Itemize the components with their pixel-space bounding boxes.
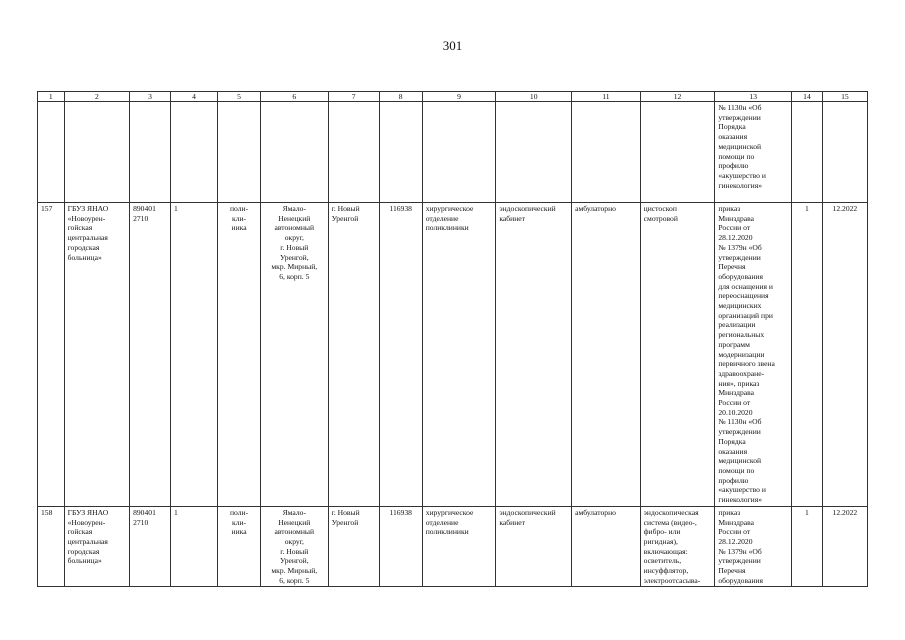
column-header: 15 [822, 92, 867, 102]
header-row [38, 92, 868, 102]
index-cell: 116938 [379, 506, 422, 587]
quantity-cell: 1 [792, 203, 823, 507]
facility-type-cell: поли- кли- ника [218, 203, 261, 507]
column-header: 7 [328, 92, 379, 102]
address-cell: Ямало- Ненецкий автономный округ, г. Новый Уренгой, мкр. Мирный, 6, корп. 5 [261, 203, 329, 507]
code-cell: 890401 2710 [130, 203, 171, 507]
column-header: 6 [261, 92, 329, 102]
row-number-cell: 157 [38, 203, 65, 507]
basis-cell: приказ Минздрава России от 28.12.2020 № 1379н «Об утверждении Перечня оборудования для оснащения и переоснащения медицинских организаций при реализации региональных программ модернизации первичного звена здравоохране- ния», приказ Минздрава России от 20.10.2020 № 1130н «Об утверждении Порядка оказания медицинской помощи по профилю «акушерство и гинекология» [715, 203, 792, 507]
table-row [38, 203, 868, 507]
column4-cell: 1 [171, 203, 218, 507]
department-cell: хирургическое отделение поликлиники [422, 506, 496, 587]
column4-cell: 1 [171, 506, 218, 587]
code-cell: 890401 2710 [130, 506, 171, 587]
basis-cell: № 1130н «Об утверждении Порядка оказания медицинской помощи по профилю «акушерство и гинекология» [715, 102, 792, 203]
column-header: 4 [171, 92, 218, 102]
city-cell: г. Новый Уренгой [328, 506, 379, 587]
table-row [38, 506, 868, 587]
column-header: 2 [64, 92, 129, 102]
basis-cell: приказ Минздрава России от 28.12.2020 № 1379н «Об утверждении Перечня оборудования [715, 506, 792, 587]
equipment-cell: цистоскоп смотровой [640, 203, 715, 507]
column-header: 14 [792, 92, 823, 102]
facility-type-cell: поли- кли- ника [218, 506, 261, 587]
organization-cell: ГБУЗ ЯНАО «Новоурен- гойская центральная городская больница» [64, 506, 129, 587]
column-header: 13 [715, 92, 792, 102]
organization-cell: ГБУЗ ЯНАО «Новоурен- гойская центральная городская больница» [64, 203, 129, 507]
column-header: 11 [572, 92, 641, 102]
column-header: 5 [218, 92, 261, 102]
table-row-continuation [38, 102, 868, 203]
page-number: 301 [442, 38, 463, 53]
equipment-cell: эндоскопическая система (видео-, фибро- или ригидная), включающая: осветитель, инсуффлятор, электроотсасыва- [640, 506, 715, 587]
city-cell: г. Новый Уренгой [328, 203, 379, 507]
care-mode-cell: амбулаторно [572, 506, 641, 587]
quantity-cell: 1 [792, 506, 823, 587]
column-header: 9 [422, 92, 496, 102]
room-cell: эндоскопический кабинет [496, 506, 572, 587]
date-cell: 12.2022 [822, 506, 867, 587]
date-cell: 12.2022 [822, 203, 867, 507]
column-header: 1 [38, 92, 65, 102]
index-cell: 116938 [379, 203, 422, 507]
room-cell: эндоскопический кабинет [496, 203, 572, 507]
care-mode-cell: амбулаторно [572, 203, 641, 507]
address-cell: Ямало- Ненецкий автономный округ, г. Новый Уренгой, мкр. Мирный, 6, корп. 5 [261, 506, 329, 587]
column-header: 12 [640, 92, 715, 102]
column-header: 8 [379, 92, 422, 102]
department-cell: хирургическое отделение поликлиники [422, 203, 496, 507]
column-header: 3 [130, 92, 171, 102]
row-number-cell: 158 [38, 506, 65, 587]
column-header: 10 [496, 92, 572, 102]
equipment-table [37, 91, 868, 587]
